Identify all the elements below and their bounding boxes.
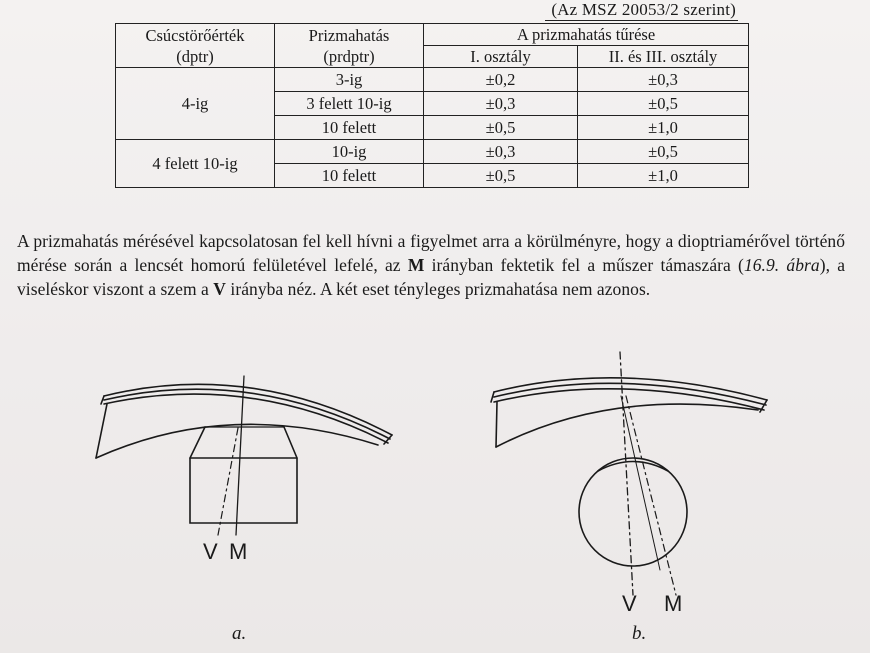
header-tolerance-group: A prizmahatás tűrése	[424, 24, 749, 46]
line-v-a	[218, 428, 238, 535]
header-prism-line2: (prdptr)	[323, 46, 375, 66]
cell-class23: ±0,3	[578, 68, 749, 92]
caption-b: b.	[632, 623, 647, 644]
label-v-a: V	[203, 539, 218, 564]
para-bold-v: V	[213, 279, 226, 299]
lens-a-left-side	[96, 404, 107, 458]
para-text: ), a viseléskor viszont a szem a	[17, 255, 846, 299]
para-bold-m: M	[407, 255, 425, 275]
header-vertex-line2: (dptr)	[176, 46, 214, 66]
cell-vertex: 4-ig	[116, 68, 275, 140]
figure-a-drawing	[96, 376, 392, 535]
header-vertex-power	[116, 24, 275, 68]
cell-prism: 3 felett 10-ig	[275, 92, 424, 116]
cell-class1: ±0,3	[424, 92, 578, 116]
label-m-a: M	[229, 539, 248, 564]
instrument-support	[190, 427, 297, 523]
table-row	[116, 68, 749, 92]
label-m-b: M	[664, 591, 683, 616]
header-prism	[275, 24, 424, 68]
tolerance-table	[115, 23, 749, 188]
cell-prism: 10 felett	[275, 164, 424, 188]
body-paragraph	[17, 229, 845, 301]
para-text: irányban fektetik fel a műszer támaszára (	[424, 255, 744, 275]
line-m-b	[626, 396, 676, 595]
figure-b-drawing	[491, 352, 767, 595]
cell-prism: 10 felett	[275, 116, 424, 140]
cell-class23: ±0,5	[578, 140, 749, 164]
para-figure-ref: 16.9. ábra	[743, 255, 820, 275]
cell-class1: ±0,5	[424, 116, 578, 140]
cell-prism: 10-ig	[275, 140, 424, 164]
cell-class1: ±0,3	[424, 140, 578, 164]
cell-class1: ±0,2	[424, 68, 578, 92]
eyeball	[579, 458, 687, 566]
header-prism-line1: Prizmahatás	[308, 25, 390, 45]
cell-class23: ±1,0	[578, 164, 749, 188]
lens-b-concave-surface	[496, 404, 758, 447]
source-note: (Az MSZ 20053/2 szerint)	[545, 0, 738, 21]
lens-a-concave-surface	[96, 424, 378, 458]
header-class23: II. és III. osztály	[578, 46, 749, 68]
caption-a: a.	[232, 623, 247, 644]
lens-b-left-side	[496, 402, 497, 447]
label-v-b: V	[622, 591, 637, 616]
cell-vertex: 4 felett 10-ig	[116, 140, 275, 188]
header-vertex-line1: Csúcstörőérték	[145, 25, 245, 45]
cell-class1: ±0,5	[424, 164, 578, 188]
table-row	[116, 140, 749, 164]
line-m-a	[236, 376, 244, 535]
cell-prism: 3-ig	[275, 68, 424, 92]
table-header-row	[116, 24, 749, 46]
figure-16-9	[0, 340, 870, 653]
para-text: irányba néz. A két eset tényleges prizmahatása nem azonos.	[225, 279, 651, 299]
cell-class23: ±0,5	[578, 92, 749, 116]
cell-class23: ±1,0	[578, 116, 749, 140]
header-class1: I. osztály	[424, 46, 578, 68]
cornea	[598, 462, 668, 472]
para-text: A prizmahatás mérésével kapcsolatosan fel kell hívni a figyelmet arra a körülményre, hogy a dioptriamérővel történő mérése során a lencsét homorú felületével lefelé, az	[17, 231, 845, 275]
